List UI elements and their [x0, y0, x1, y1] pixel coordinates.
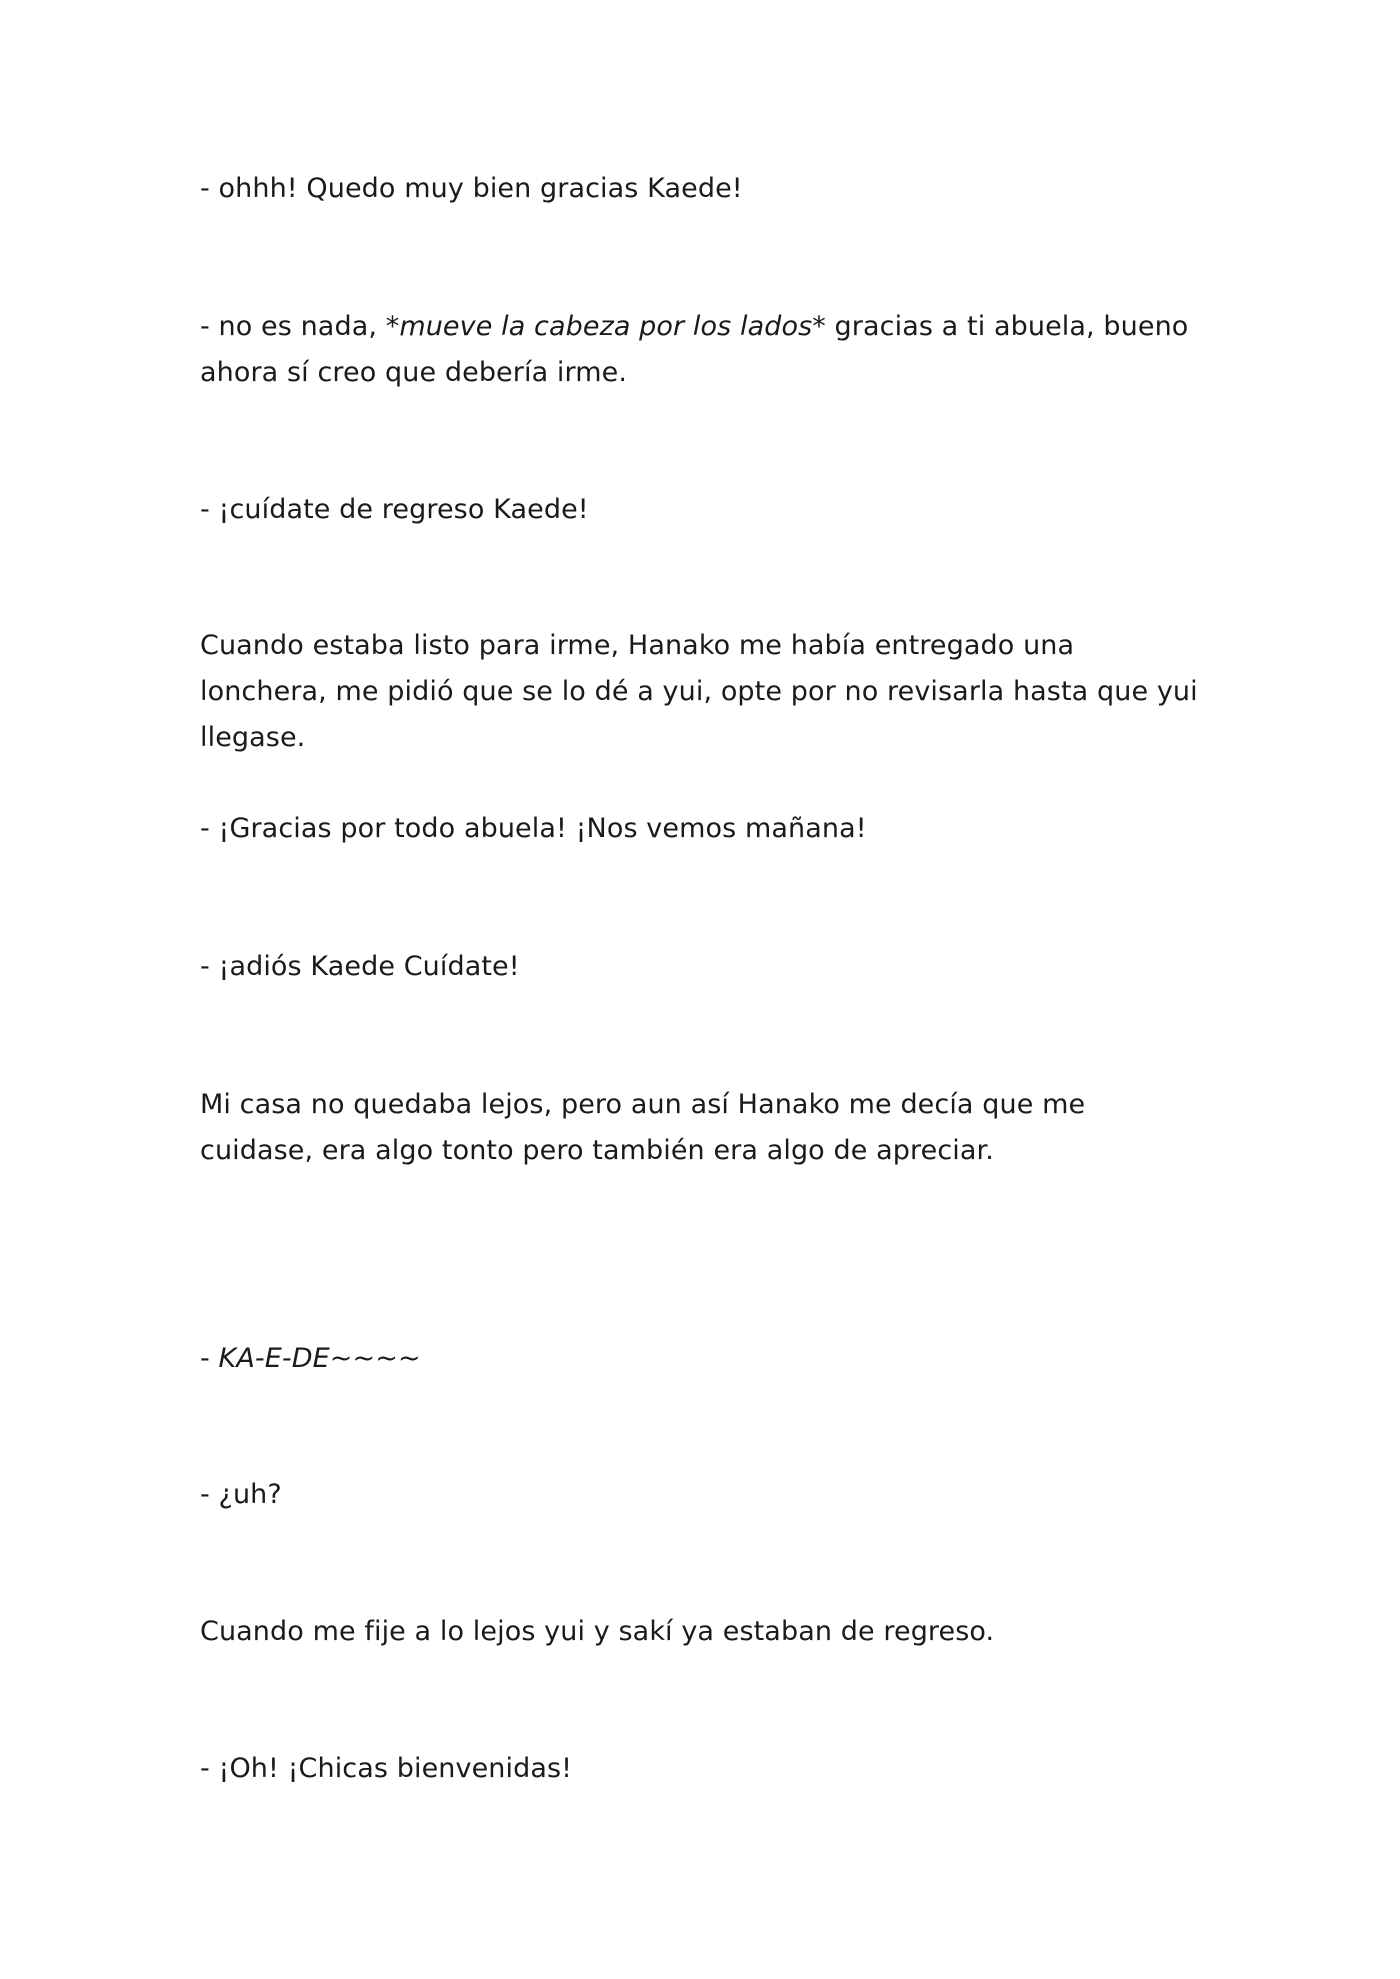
paragraph-text: Mi casa no quedaba lejos, pero aun así Hanako me decía que me cuidase, era algo tonto pero también era algo de apreciar. [200, 1089, 1086, 1166]
paragraph-text: - ¡adiós Kaede Cuídate! [200, 951, 520, 982]
paragraph-text: - ¡cuídate de regreso Kaede! [200, 494, 589, 525]
paragraph-text-start: - [200, 1343, 219, 1374]
paragraph-text: - ¡Gracias por todo abuela! ¡Nos vemos mañana! [200, 813, 867, 844]
paragraph-dialogue [200, 944, 1200, 990]
paragraph-dialogue [200, 304, 1200, 396]
paragraph-text-start: - no es nada, [200, 311, 386, 342]
paragraph-dialogue [200, 1336, 1200, 1382]
paragraph-dialogue [200, 1746, 1200, 1792]
paragraph-text: - ¡Oh! ¡Chicas bienvenidas! [200, 1753, 573, 1784]
paragraph-text: Cuando estaba listo para irme, Hanako me había entregado una lonchera, me pidió que se lo dé a yui, opte por no revisarla hasta que yui llegase. [200, 630, 1198, 753]
paragraph-narration [200, 623, 1200, 761]
paragraph-narration [200, 1082, 1200, 1174]
paragraph-dialogue [200, 166, 1200, 212]
paragraph-text: Cuando me fije a lo lejos yui y sakí ya estaban de regreso. [200, 1616, 995, 1647]
paragraph-text: - ohhh! Quedo muy bien gracias Kaede! [200, 173, 743, 204]
paragraph-text: - ¿uh? [200, 1479, 282, 1510]
paragraph-dialogue [200, 1472, 1200, 1518]
paragraph-dialogue [200, 487, 1200, 533]
paragraph-text-end: gracias a ti abuela, bueno ahora sí creo que debería irme. [200, 311, 1189, 388]
italic-call-text: KA-E-DE~~~~ [218, 1343, 421, 1374]
paragraph-narration [200, 1609, 1200, 1655]
paragraph-dialogue [200, 806, 1200, 852]
italic-action-text: *mueve la cabeza por los lados* [385, 311, 826, 342]
